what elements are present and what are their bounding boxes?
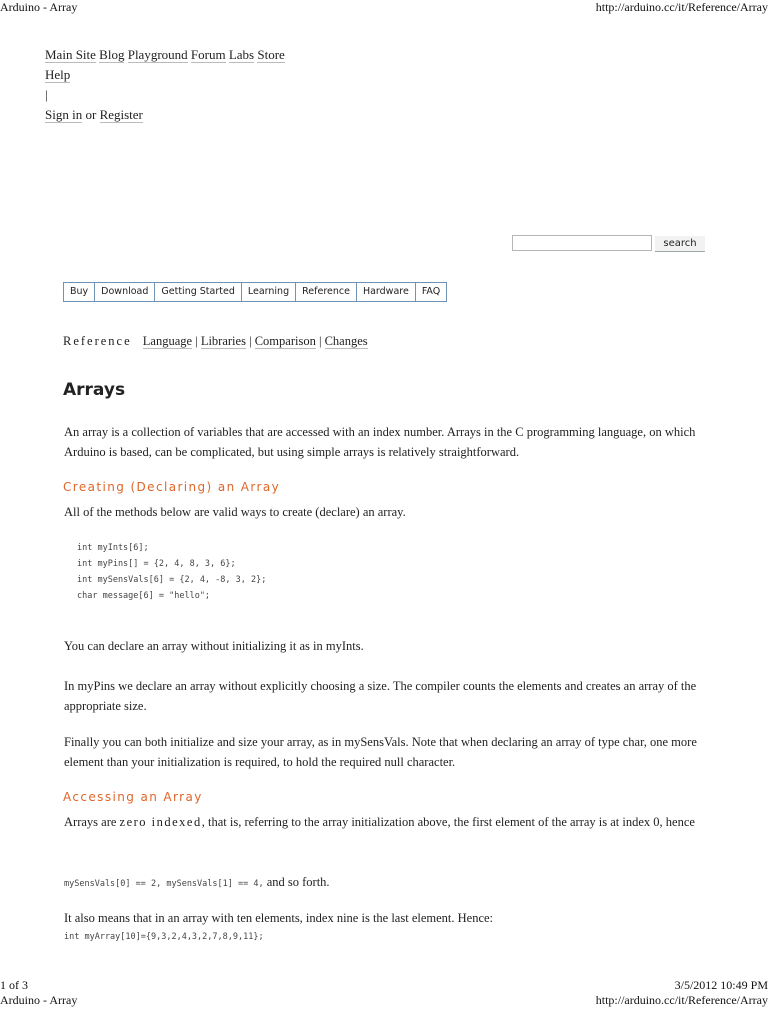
code-line: char message[6] = "hello"; xyxy=(77,591,211,601)
print-datetime: 3/5/2012 10:49 PM xyxy=(674,978,768,992)
register-link[interactable]: Register xyxy=(99,107,143,122)
tab-buy[interactable]: Buy xyxy=(64,283,95,301)
access-paragraph xyxy=(64,812,704,832)
top-nav xyxy=(45,47,285,63)
section-heading-accessing: Accessing an Array xyxy=(63,790,203,804)
inline-code-example: mySensVals[0] == 2, mySensVals[1] == 4, xyxy=(64,879,264,889)
nav-link-playground[interactable]: Playground xyxy=(127,47,188,62)
nav-link-store[interactable]: Store xyxy=(257,47,285,62)
print-footer-url: http://arduino.cc/it/Reference/Array xyxy=(595,993,768,1007)
myints-paragraph: You can declare an array without initializing it as in myInts. xyxy=(64,639,364,653)
search-button[interactable]: search xyxy=(655,236,705,252)
search-input[interactable] xyxy=(512,235,652,251)
page-title: Arrays xyxy=(63,380,126,400)
example-tail: and so forth. xyxy=(266,875,330,889)
access-text-start: Arrays are xyxy=(64,815,117,829)
breadcrumb-comparison-link[interactable]: Comparison xyxy=(254,334,316,348)
or-text: or xyxy=(85,107,97,122)
sign-in-link[interactable]: Sign in xyxy=(45,107,83,122)
breadcrumb-separator: | xyxy=(195,334,198,348)
account-links xyxy=(45,107,143,123)
nav-link-blog[interactable]: Blog xyxy=(99,47,125,62)
page-number: 1 of 3 xyxy=(0,978,28,992)
tab-learning[interactable]: Learning xyxy=(242,283,296,301)
array-code-line: int myArray[10]={9,3,2,4,3,2,7,8,9,11}; xyxy=(64,932,264,942)
breadcrumb-separator: | xyxy=(249,334,252,348)
breadcrumb-changes-link[interactable]: Changes xyxy=(324,334,368,348)
nav-separator: | xyxy=(45,87,48,102)
print-footer-title: Arduino - Array xyxy=(0,993,78,1007)
print-header-title: Arduino - Array xyxy=(0,0,78,14)
breadcrumb xyxy=(63,334,368,349)
nav-link-main-site[interactable]: Main Site xyxy=(45,47,96,62)
section-intro-paragraph: All of the methods below are valid ways to create (declare) an array. xyxy=(64,505,406,519)
intro-paragraph: An array is a collection of variables that are accessed with an index number. Arrays in the C programming language, on which Arduino is based, can be complicated, but using simple arrays is relatively straightforward. xyxy=(64,425,696,459)
code-line: int mySensVals[6] = {2, 4, -8, 3, 2}; xyxy=(77,575,267,585)
zero-indexed-term: zero indexed xyxy=(119,815,202,829)
nav-link-help[interactable]: Help xyxy=(45,67,71,82)
breadcrumb-libraries-link[interactable]: Libraries xyxy=(200,334,246,348)
section-heading-creating: Creating (Declaring) an Array xyxy=(63,480,281,494)
print-header-url: http://arduino.cc/it/Reference/Array xyxy=(595,0,768,14)
final-paragraph: Finally you can both initialize and size your array, as in mySensVals. Note that when declaring an array of type char, one more element than your initialization is required, to hold the required null character. xyxy=(64,735,697,769)
main-tabs xyxy=(63,282,447,302)
breadcrumb-reference: Reference xyxy=(63,334,132,348)
access-text-end: , that is, referring to the array initialization above, the first element of the array is at index 0, hence xyxy=(201,815,695,829)
mypins-paragraph: In myPins we declare an array without explicitly choosing a size. The compiler counts the elements and creates an array of the appropriate size. xyxy=(64,679,697,713)
tab-download[interactable]: Download xyxy=(95,283,155,301)
tab-hardware[interactable]: Hardware xyxy=(357,283,416,301)
tab-reference[interactable]: Reference xyxy=(296,283,357,301)
code-block xyxy=(77,540,266,604)
nav-link-labs[interactable]: Labs xyxy=(228,47,255,62)
breadcrumb-separator: | xyxy=(318,334,322,348)
ten-elements-paragraph: It also means that in an array with ten elements, index nine is the last element. Hence: xyxy=(64,911,494,925)
tab-getting-started[interactable]: Getting Started xyxy=(155,283,241,301)
code-line: int myPins[] = {2, 4, 8, 3, 6}; xyxy=(77,559,236,569)
example-line xyxy=(64,872,704,894)
code-line: int myInts[6]; xyxy=(77,543,149,553)
tab-faq[interactable]: FAQ xyxy=(421,286,441,297)
breadcrumb-language-link[interactable]: Language xyxy=(142,334,193,348)
nav-link-forum[interactable]: Forum xyxy=(190,47,226,62)
